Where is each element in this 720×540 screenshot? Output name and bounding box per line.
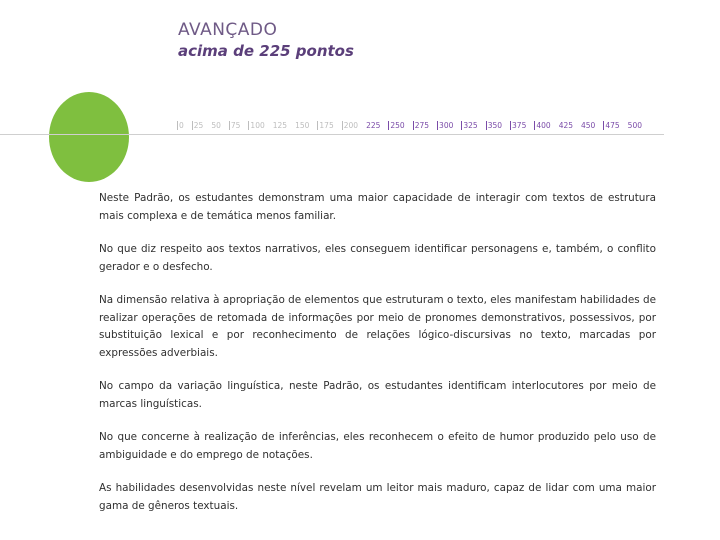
scale-tick: 0 [179,121,184,130]
scale-tick: 50 [211,121,221,130]
scale-tick: 150 [295,121,310,130]
scale-tick: 500 [627,121,642,130]
scale-tick: 375 [512,121,527,130]
scale-tick: 300 [439,121,454,130]
scale-tick: 225 [366,121,381,130]
scale-tick: 325 [463,121,478,130]
description-paragraph: Na dimensão relativa à apropriação de elementos que estruturam o texto, eles manifestam habilidades de realizar operações de retomada de informações por meio de pronomes demonstrativos, possessivos, por substituição lexical e por reconhecimento de relações lógico-discursivas no texto, marcadas por expressões adverbiais. [99,294,656,359]
scale-tick: 125 [272,121,288,130]
description-paragraph: No que diz respeito aos textos narrativos, eles conseguem identificar personagens e, também, o conflito gerador e o desfecho. [99,243,656,273]
scale-line [0,134,664,135]
scale-tick: 475 [605,121,620,130]
description-paragraph: Neste Padrão, os estudantes demonstram uma maior capacidade de interagir com textos de estrutura mais complexa e de temática menos familiar. [99,192,656,222]
scale-tick: 350 [487,121,503,130]
scale-tick: 75 [230,121,241,130]
description-paragraph: No que concerne à realização de inferências, eles reconhecem o efeito de humor produzido pelo uso de ambiguidade e do emprego de notações. [99,431,656,461]
scale-tick: 175 [319,121,334,130]
scale-tick: 400 [536,121,551,130]
scale-tick: 200 [343,121,359,130]
scale-tick: 250 [390,121,405,130]
scale-tick: 425 [558,121,574,130]
description-paragraph: No campo da variação linguística, neste Padrão, os estudantes identificam interlocutores por meio de marcas linguísticas. [99,380,656,410]
scale-tick: 450 [581,121,596,130]
level-circle-marker [49,92,129,182]
level-subtitle: acima de 225 pontos [178,42,354,60]
proficiency-scale [177,121,650,130]
description-paragraph: As habilidades desenvolvidas neste nível revelam um leitor mais maduro, capaz de lidar com uma maior gama de gêneros textuais. [99,482,656,512]
scale-tick: 25 [193,121,204,130]
level-description [99,190,656,531]
scale-tick: 100 [250,121,265,130]
scale-tick: 275 [414,121,430,130]
level-title: AVANÇADO [178,20,278,40]
